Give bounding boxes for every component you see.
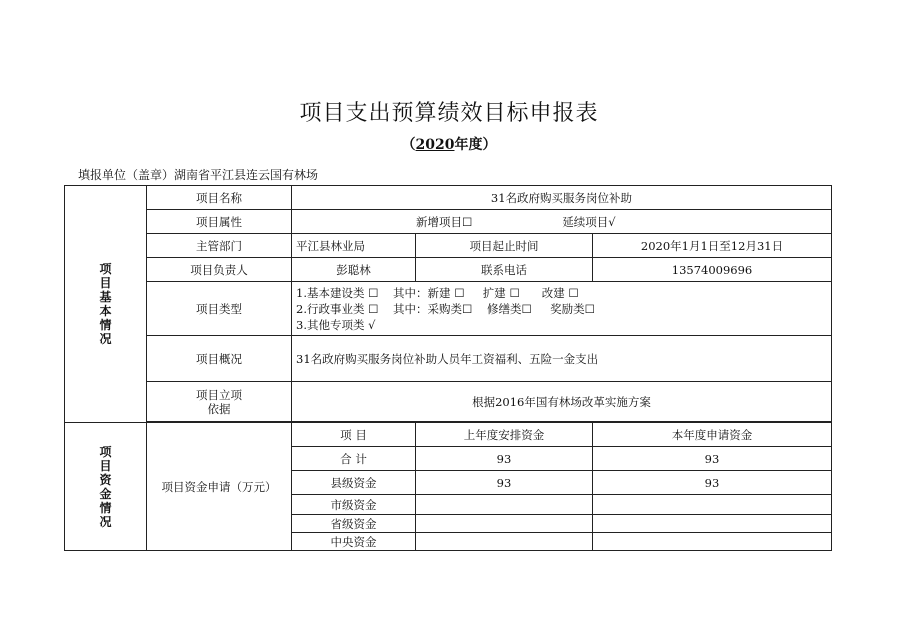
type-line: 1.基本建设类 ☐ 其中：新建 ☐ 扩建 ☐ 改建 ☐ — [296, 285, 579, 300]
funding-apply-label: 项目资金申请（万元） — [147, 423, 292, 551]
type-options — [292, 282, 832, 336]
type-line: 3.其他专项类 √ — [296, 317, 376, 332]
fund-row-name: 市级资金 — [292, 495, 416, 515]
section-basic-char: 目 — [99, 276, 112, 290]
fund-row-curr — [593, 533, 832, 551]
fund-row-prev — [416, 515, 593, 533]
col-curr-header: 本年度申请资金 — [593, 423, 832, 447]
row-project-attribute — [65, 210, 832, 234]
fund-row-prev — [416, 533, 593, 551]
type-label: 项目类型 — [147, 282, 292, 336]
row-project-name — [65, 186, 832, 210]
period-label: 项目起止时间 — [416, 234, 593, 258]
basis-label-line: 项目立项 — [196, 387, 242, 402]
section-funding-char: 金 — [99, 486, 112, 501]
basis-label — [147, 382, 292, 422]
project-attr-value — [292, 210, 832, 234]
section-basic-char: 基 — [99, 290, 112, 304]
fund-row-curr — [593, 495, 832, 515]
fund-row-prev: 93 — [416, 471, 593, 495]
type-line: 2.行政事业类 ☐ 其中：采购类☐ 修缮类☐ 奖励类☐ — [296, 301, 595, 316]
subtitle-year: 2020 — [415, 137, 455, 153]
project-name-label: 项目名称 — [147, 186, 292, 210]
reporting-unit: 填报单位（盖章）湖南省平江县连云国有林场 — [78, 168, 319, 182]
fund-row-curr — [593, 515, 832, 533]
fund-row-curr: 93 — [593, 471, 832, 495]
col-item-header: 项 目 — [292, 423, 416, 447]
year-subtitle — [0, 134, 898, 154]
fund-row-prev — [416, 495, 593, 515]
row-owner — [65, 258, 832, 282]
section-funding-label — [65, 423, 147, 551]
phone-label: 联系电话 — [416, 258, 593, 282]
phone-value: 13574009696 — [593, 258, 832, 282]
fund-row-name: 县级资金 — [292, 471, 416, 495]
basis-label-line: 依据 — [207, 401, 231, 416]
row-department — [65, 234, 832, 258]
section-basic-char: 本 — [99, 304, 112, 318]
period-value: 2020年1月1日至12月31日 — [593, 234, 832, 258]
fund-row-name: 省级资金 — [292, 515, 416, 533]
overview-label: 项目概况 — [147, 336, 292, 382]
section-basic-char: 况 — [99, 332, 112, 346]
subtitle-rest: 年度） — [454, 137, 497, 153]
owner-label: 项目负责人 — [147, 258, 292, 282]
fund-row-name: 中央资金 — [292, 533, 416, 551]
section-funding-char: 况 — [99, 514, 112, 529]
project-attr-label: 项目属性 — [147, 210, 292, 234]
section-basic-char: 情 — [99, 318, 112, 332]
row-overview — [65, 336, 832, 382]
section-funding-char: 项 — [99, 444, 112, 459]
fund-row-prev: 93 — [416, 447, 593, 471]
attr-continue-option: 延续项目√ — [562, 214, 616, 229]
section-funding-char: 情 — [99, 500, 112, 515]
budget-form-table — [64, 185, 832, 551]
attr-new-option: 新增项目☐ — [416, 214, 473, 229]
section-basic-char: 项 — [99, 262, 112, 276]
project-name-value: 31名政府购买服务岗位补助 — [292, 186, 832, 210]
section-funding-char: 目 — [99, 458, 112, 473]
section-funding-char: 资 — [99, 472, 112, 487]
fund-row-name: 合 计 — [292, 447, 416, 471]
basis-value: 根据2016年国有林场改革实施方案 — [292, 382, 832, 422]
row-funding-header — [65, 423, 832, 447]
row-basis — [65, 382, 832, 422]
dept-value: 平江县林业局 — [292, 234, 416, 258]
owner-value: 彭聪林 — [292, 258, 416, 282]
col-prev-header: 上年度安排资金 — [416, 423, 593, 447]
subtitle-open: （ — [401, 137, 416, 153]
fund-row-curr: 93 — [593, 447, 832, 471]
section-basic-label — [65, 186, 147, 423]
overview-value: 31名政府购买服务岗位补助人员年工资福利、五险一金支出 — [292, 336, 832, 382]
dept-label: 主管部门 — [147, 234, 292, 258]
page-title: 项目支出预算绩效目标申报表 — [299, 101, 599, 126]
row-project-type — [65, 282, 832, 336]
